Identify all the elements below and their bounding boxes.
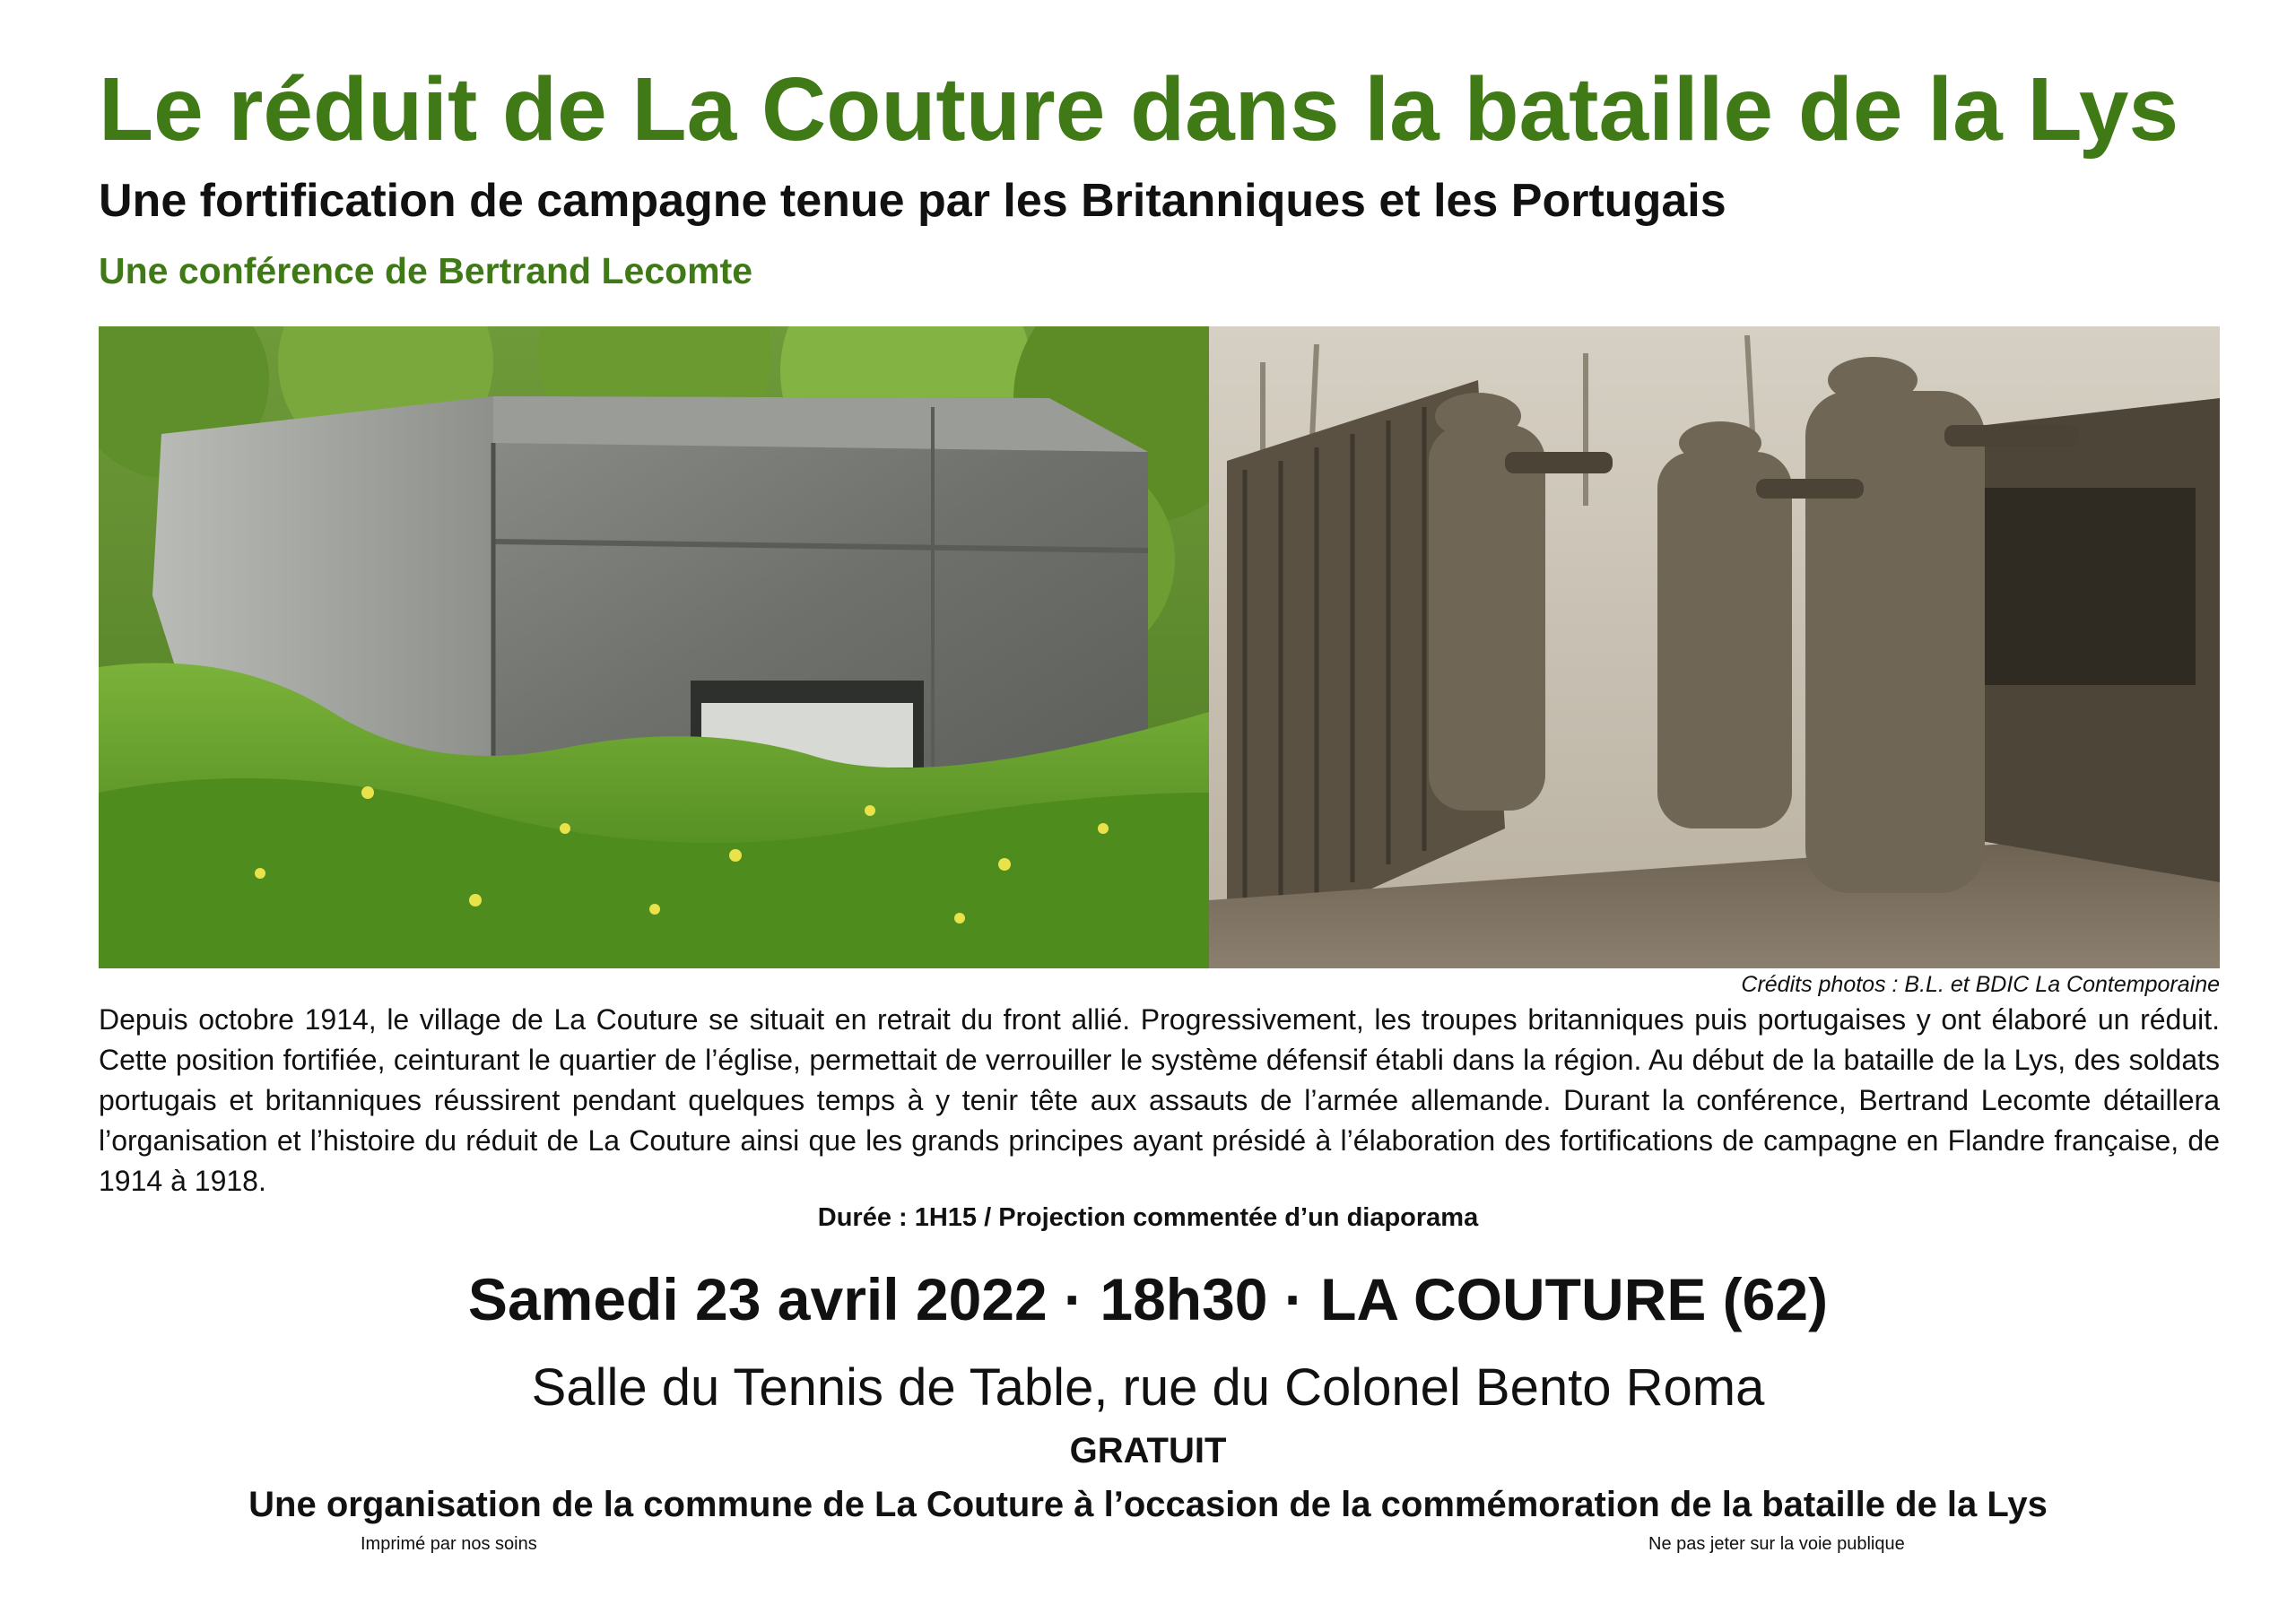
price-label: GRATUIT: [1069, 1431, 1227, 1470]
event-date-line: Samedi 23 avril 2022 · 18h30 · LA COUTURE (62): [467, 1266, 1829, 1332]
soldiers-trench-photo: [1209, 326, 2220, 968]
photo-credits: Crédits photos : B.L. et BDIC La Contemporaine: [1741, 972, 2220, 997]
duration-line: Durée : 1H15 / Projection commentée d’un diaporama: [817, 1203, 1479, 1232]
poster-title: Le réduit de La Couture dans la bataille de la Lys: [99, 59, 2179, 160]
organizer-line: Une organisation de la commune de La Couture à l’occasion de la commémoration de la bataille de la Lys: [248, 1485, 2048, 1524]
photo-banner: [99, 326, 2220, 968]
footer-printed-note: Imprimé par nos soins: [361, 1534, 537, 1554]
footer-disposal-note: Ne pas jeter sur la voie publique: [1648, 1534, 1905, 1554]
event-description: Depuis octobre 1914, le village de La Couture se situait en retrait du front allié. Progressivement, les troupes britanniques puis portugaises y ont élaboré un réduit. Cette position fortifiée, ceinturant le quartier de l’église, permettait de verrouiller le système défensif établi dans la région. Au début de la bataille de la Lys, des soldats portugais et britanniques réussirent pendant quelques temps à y tenir tête aux assauts de l’armée allemande. Durant la conférence, Bertrand Lecomte détaillera l’organisation et l’histoire du réduit de La Couture ainsi que les grands principes ayant présidé à l’élaboration des fortifications de campagne en Flandre française, de 1914 à 1918.: [99, 1003, 2220, 1197]
speaker-line: Une conférence de Bertrand Lecomte: [99, 250, 753, 291]
event-venue: Salle du Tennis de Table, rue du Colonel Bento Roma: [531, 1358, 1765, 1417]
bunker-photo: [99, 326, 1209, 968]
poster-subtitle: Une fortification de campagne tenue par les Britanniques et les Portugais: [99, 175, 1726, 227]
